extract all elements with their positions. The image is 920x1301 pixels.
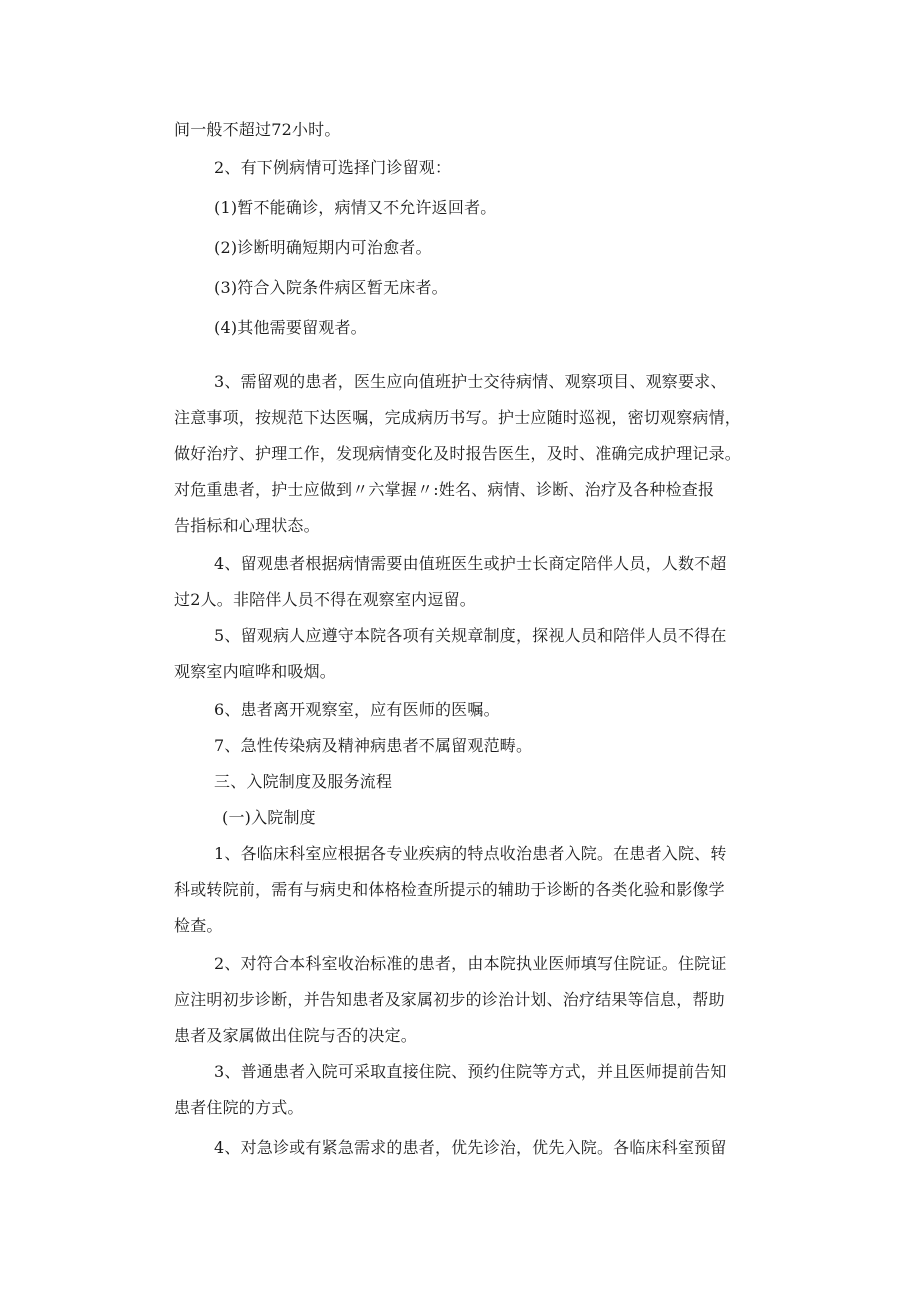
text-line: 科或转院前，需有与病史和体格检查所提示的辅助于诊断的各类化验和影像学 (174, 880, 725, 899)
text-line: 应注明初步诊断，并告知患者及家属初步的诊治计划、治疗结果等信息，帮助 (174, 990, 725, 1009)
text-line: (2)诊断明确短期内可治愈者。 (214, 238, 432, 257)
text-line: 患者及家属做出住院与否的决定。 (174, 1026, 418, 1045)
section-heading: 三、入院制度及服务流程 (214, 772, 393, 791)
text-line: 6、患者离开观察室，应有医师的医嘱。 (214, 700, 500, 719)
text-line: (1)暂不能确诊，病情又不允许返回者。 (214, 198, 497, 217)
text-line: 注意事项，按规范下达医嘱，完成病历书写。护士应随时巡视，密切观察病情， (174, 408, 742, 427)
text-line: 7、急性传染病及精神病患者不属留观范畴。 (214, 736, 533, 755)
text-line: 告指标和心理状态。 (174, 516, 320, 535)
text-line: 对危重患者，护士应做到〃六掌握〃:姓名、病情、诊断、治疗及各种检查报 (174, 480, 715, 499)
subsection-heading: (一)入院制度 (222, 808, 316, 827)
text-line: 3、需留观的患者，医生应向值班护士交待病情、观察项目、观察要求、 (214, 372, 727, 391)
text-line: 患者住院的方式。 (174, 1098, 304, 1117)
text-line: 2、对符合本科室收治标准的患者，由本院执业医师填写住院证。住院证 (214, 954, 727, 973)
text-line: 检查。 (174, 916, 223, 935)
text-line: 做好治疗、护理工作，发现病情变化及时报告医生，及时、准确完成护理记录。 (174, 444, 742, 463)
text-line: 5、留观病人应遵守本院各项有关规章制度，探视人员和陪伴人员不得在 (214, 626, 727, 645)
text-line: 1、各临床科室应根据各专业疾病的特点收治患者入院。在患者入院、转 (214, 844, 727, 863)
text-line: 2、有下例病情可选择门诊留观： (214, 158, 452, 177)
text-line: 4、留观患者根据病情需要由值班医生或护士长商定陪伴人员，人数不超 (214, 554, 727, 573)
text-line: (3)符合入院条件病区暂无床者。 (214, 278, 448, 297)
text-line: 间一般不超过72小时。 (174, 120, 341, 139)
text-line: 3、普通患者入院可采取直接住院、预约住院等方式，并且医师提前告知 (214, 1062, 727, 1081)
text-line: 4、对急诊或有紧急需求的患者，优先诊治，优先入院。各临床科室预留 (214, 1138, 727, 1157)
text-line: (4)其他需要留观者。 (214, 318, 367, 337)
text-line: 观察室内喧哗和吸烟。 (174, 662, 337, 681)
text-line: 过2人。非陪伴人员不得在观察室内逗留。 (174, 590, 476, 609)
